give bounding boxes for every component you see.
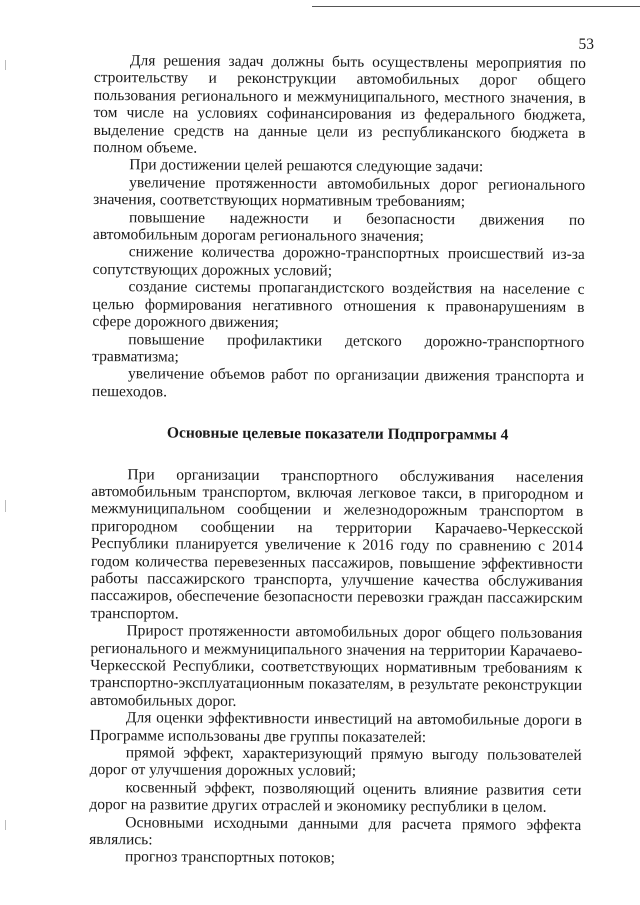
list-item: увеличение объемов работ по организации движения транспорта и пешеходов. — [91, 365, 585, 401]
list-item: прямой эффект, характеризующий прямую выгоду пользователей дорог от улучшения дорожных условий; — [89, 744, 582, 781]
list-item: создание системы пропагандистского воздействия на население с целью формирования негативного отношения к правонарушениям в сфере дорожного движения; — [92, 278, 585, 332]
scan-mark — [5, 60, 6, 70]
document-body — [89, 52, 586, 869]
paragraph: Основными исходными данными для расчета прямого эффекта являлись: — [89, 813, 582, 849]
list-item: снижение количества дорожно-транспортных происшествий из-за сопутствующих дорожных условий; — [92, 243, 585, 280]
scan-mark — [5, 500, 6, 512]
list-item: прогноз транспортных потоков; — [125, 848, 336, 867]
paragraph: Для оценки эффективности инвестиций на автомобильные дороги в Программе использованы две группы показателей: — [89, 709, 582, 746]
paragraph: Для решения задач должны быть осуществлены мероприятия по строительству и реконструкции автомобильных дорог общего пользования регионального и межмуниципального, местного значения, в том числе на условиях софинансирования из федерального бюджета, выделение средств на данные цели из республиканского бюджета в полном объеме. — [93, 52, 586, 157]
list-item: увеличение протяженности автомобильных дорог регионального значения, соответствующих нормативным требованиям; — [93, 174, 586, 211]
list-item: косвенный эффект, позволяющий оценить влияние развития сети дорог на развитие других отраслей и экономику республики в целом. — [89, 779, 582, 817]
list-item: повышение профилактики детского дорожно-транспортного травматизма; — [92, 330, 585, 366]
list-item: повышение надежности и безопасности движения по автомобильным дорогам регионального значения; — [92, 208, 586, 246]
paragraph: При достижении целей решаются следующие задачи: — [129, 156, 484, 176]
page-number: 53 — [578, 36, 594, 53]
paragraph: Прирост протяженности автомобильных дорог общего пользования регионального и межмуниципального значения на территории Карачаево-Черкесской Республики, соответствующих нормативным требованиям к транспортно-эксплуатационным показателям, в результате реконструкции автомобильных дорог. — [89, 622, 583, 710]
top-scan-rule — [312, 6, 640, 7]
section-heading: Основные целевые показатели Подпрограммы 4 — [166, 424, 509, 444]
scan-mark — [5, 820, 6, 830]
paragraph: При организации транспортного обслуживания населения автомобильным транспортом, включая легковое такси, в пригородном и межмуниципальном сообщении и железнодорожным транспортом в пригородном сообщении на территории Карачаево-Черкесской Республики планируется увеличение к 2016 году по сравнению с 2014 годом количества перевезенных пассажиров, повышение эффективности работы пассажирского транспорта, улучшение качества обслуживания пассажиров, обеспечение безопасности перевозки граждан пассажирским транспортом. — [90, 465, 584, 623]
